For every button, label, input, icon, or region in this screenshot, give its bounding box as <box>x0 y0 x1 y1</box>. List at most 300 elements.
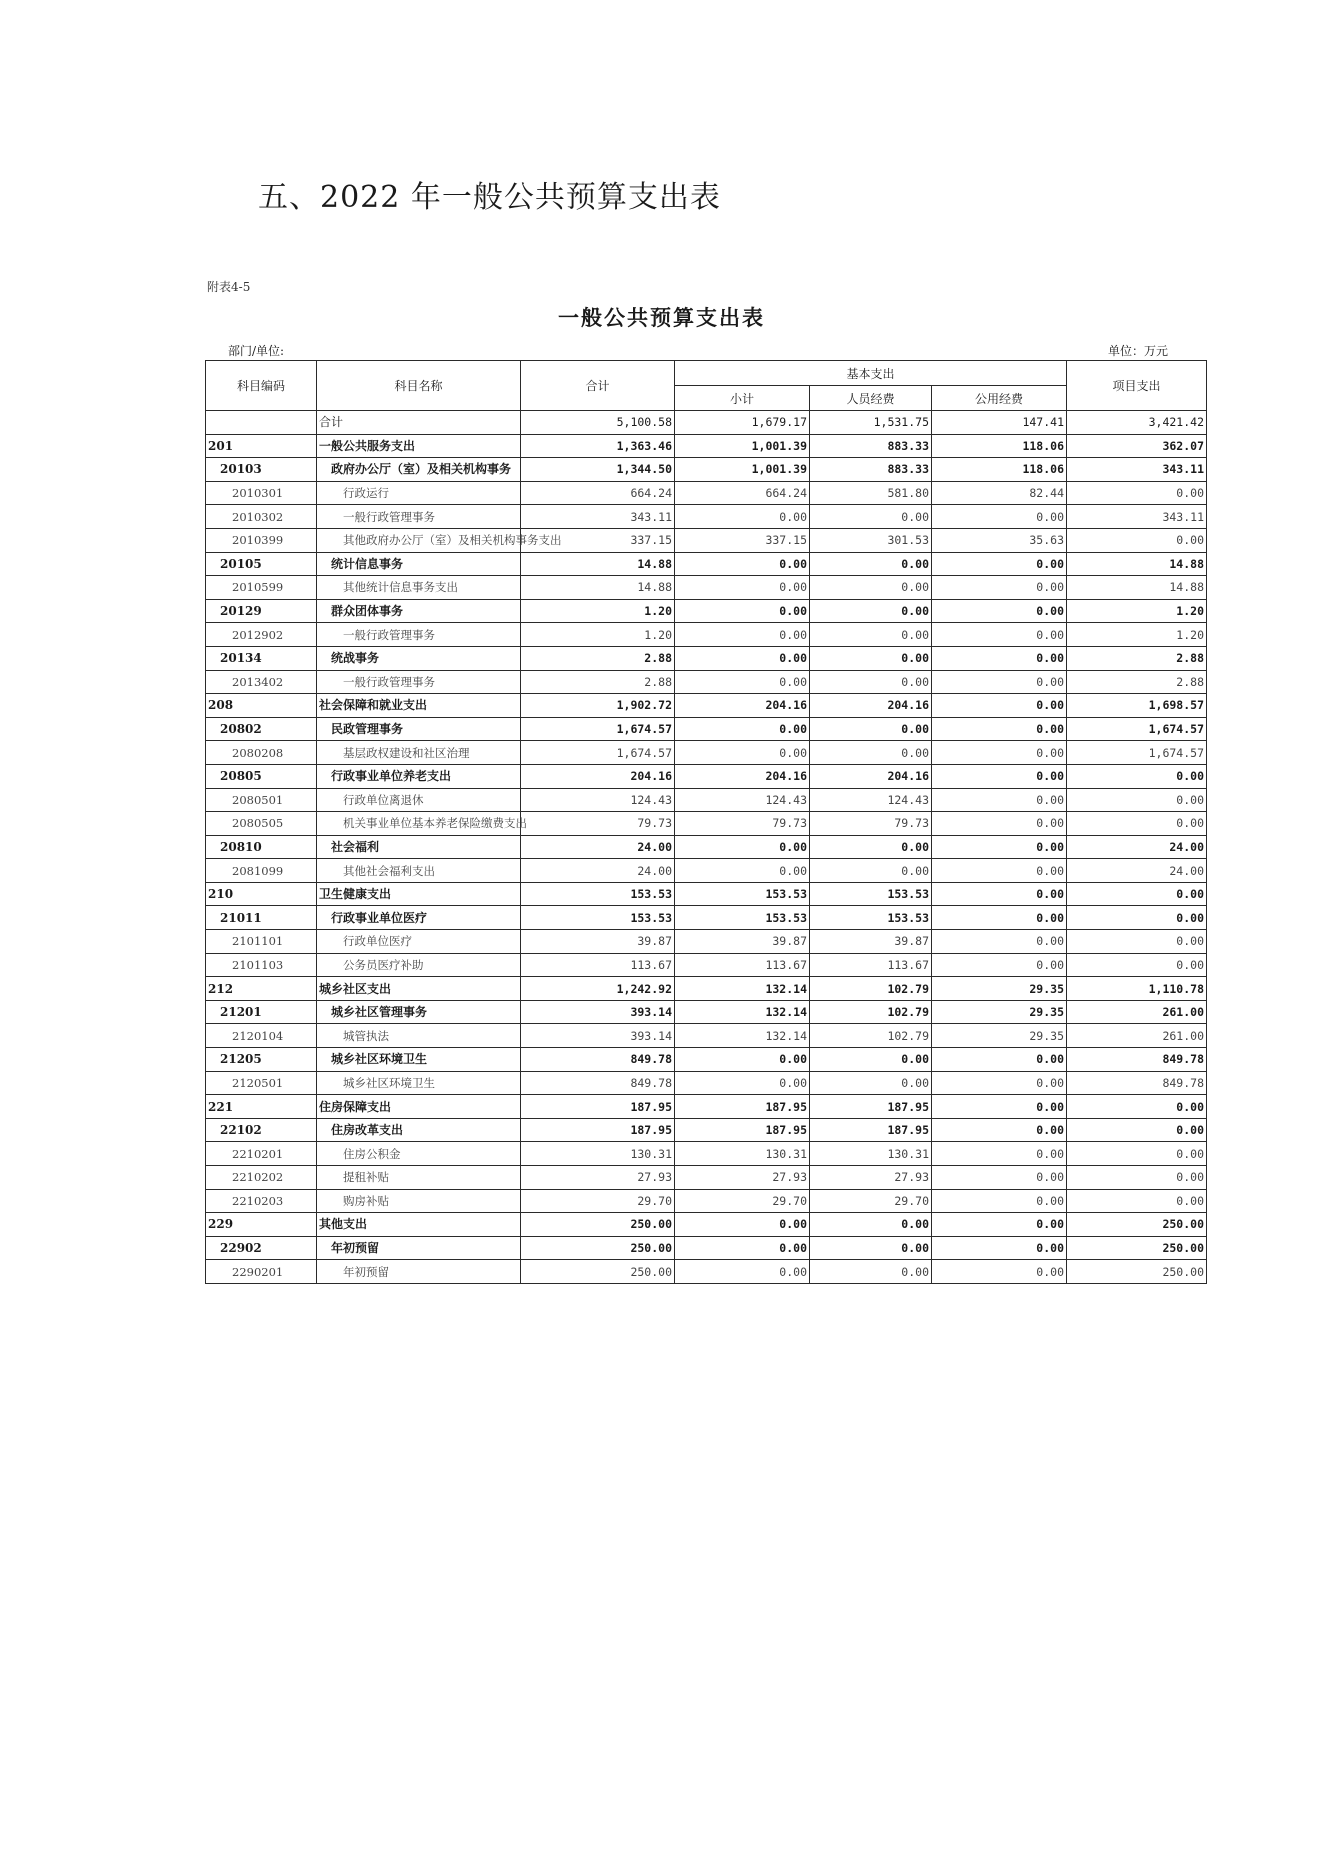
cell-name: 行政运行 <box>317 481 521 505</box>
cell-subtotal: 39.87 <box>675 930 810 954</box>
cell-personnel: 581.80 <box>810 481 932 505</box>
table-row <box>206 1000 1207 1024</box>
table-header <box>206 361 1207 411</box>
cell-code <box>206 411 317 435</box>
table-row <box>206 434 1207 458</box>
cell-public: 118.06 <box>932 458 1067 482</box>
cell-code: 229 <box>206 1213 317 1237</box>
cell-subtotal: 1,679.17 <box>675 411 810 435</box>
cell-project: 0.00 <box>1067 812 1207 836</box>
cell-project: 0.00 <box>1067 481 1207 505</box>
cell-public: 0.00 <box>932 1236 1067 1260</box>
cell-public: 0.00 <box>932 882 1067 906</box>
cell-public: 0.00 <box>932 1213 1067 1237</box>
cell-total: 2.88 <box>521 670 675 694</box>
cell-personnel: 153.53 <box>810 882 932 906</box>
cell-code: 22102 <box>206 1118 317 1142</box>
cell-name: 年初预留 <box>317 1236 521 1260</box>
cell-public: 0.00 <box>932 1189 1067 1213</box>
dept-label: 部门/单位: <box>228 344 285 358</box>
cell-code: 20129 <box>206 599 317 623</box>
cell-subtotal: 79.73 <box>675 812 810 836</box>
col-header-personnel: 人员经费 <box>810 386 932 411</box>
cell-subtotal: 664.24 <box>675 481 810 505</box>
table-row <box>206 1166 1207 1190</box>
cell-personnel: 0.00 <box>810 670 932 694</box>
cell-total: 2.88 <box>521 646 675 670</box>
cell-total: 343.11 <box>521 505 675 529</box>
table-row <box>206 1213 1207 1237</box>
cell-total: 29.70 <box>521 1189 675 1213</box>
cell-name: 行政事业单位医疗 <box>317 906 521 930</box>
cell-personnel: 0.00 <box>810 576 932 600</box>
cell-name: 民政管理事务 <box>317 717 521 741</box>
table-row <box>206 717 1207 741</box>
cell-code: 2101103 <box>206 953 317 977</box>
col-header-name: 科目名称 <box>317 361 521 411</box>
cell-code: 2080501 <box>206 788 317 812</box>
cell-name: 其他政府办公厅（室）及相关机构事务支出 <box>317 528 521 552</box>
cell-name: 行政单位医疗 <box>317 930 521 954</box>
cell-name: 机关事业单位基本养老保险缴费支出 <box>317 812 521 836</box>
cell-public: 0.00 <box>932 1166 1067 1190</box>
cell-code: 2013402 <box>206 670 317 694</box>
unit-label: 单位：万元 <box>1108 344 1169 358</box>
cell-subtotal: 27.93 <box>675 1166 810 1190</box>
table-row <box>206 505 1207 529</box>
cell-subtotal: 0.00 <box>675 1213 810 1237</box>
cell-subtotal: 153.53 <box>675 906 810 930</box>
cell-personnel: 0.00 <box>810 1071 932 1095</box>
table-row <box>206 458 1207 482</box>
cell-name: 统计信息事务 <box>317 552 521 576</box>
table-row <box>206 1236 1207 1260</box>
cell-project: 0.00 <box>1067 930 1207 954</box>
cell-project: 1,110.78 <box>1067 977 1207 1001</box>
cell-public: 0.00 <box>932 953 1067 977</box>
cell-total: 849.78 <box>521 1048 675 1072</box>
cell-project: 0.00 <box>1067 1142 1207 1166</box>
cell-public: 0.00 <box>932 1095 1067 1119</box>
cell-code: 20134 <box>206 646 317 670</box>
cell-code: 2010302 <box>206 505 317 529</box>
cell-personnel: 1,531.75 <box>810 411 932 435</box>
cell-public: 118.06 <box>932 434 1067 458</box>
cell-public: 0.00 <box>932 1260 1067 1284</box>
appendix-note: 附表4-5 <box>207 280 251 294</box>
cell-total: 664.24 <box>521 481 675 505</box>
cell-name: 一般行政管理事务 <box>317 670 521 694</box>
table-row <box>206 882 1207 906</box>
cell-personnel: 0.00 <box>810 1236 932 1260</box>
cell-personnel: 130.31 <box>810 1142 932 1166</box>
cell-subtotal: 0.00 <box>675 576 810 600</box>
cell-code: 2210202 <box>206 1166 317 1190</box>
cell-total: 14.88 <box>521 576 675 600</box>
cell-total: 5,100.58 <box>521 411 675 435</box>
cell-code: 2210203 <box>206 1189 317 1213</box>
cell-subtotal: 0.00 <box>675 623 810 647</box>
cell-subtotal: 0.00 <box>675 646 810 670</box>
cell-project: 0.00 <box>1067 906 1207 930</box>
cell-personnel: 0.00 <box>810 835 932 859</box>
cell-public: 0.00 <box>932 694 1067 718</box>
cell-name: 统战事务 <box>317 646 521 670</box>
cell-code: 22902 <box>206 1236 317 1260</box>
table-row <box>206 953 1207 977</box>
cell-code: 21205 <box>206 1048 317 1072</box>
cell-public: 29.35 <box>932 977 1067 1001</box>
cell-subtotal: 0.00 <box>675 599 810 623</box>
cell-total: 153.53 <box>521 882 675 906</box>
cell-public: 0.00 <box>932 741 1067 765</box>
cell-personnel: 39.87 <box>810 930 932 954</box>
cell-name: 基层政权建设和社区治理 <box>317 741 521 765</box>
cell-personnel: 0.00 <box>810 599 932 623</box>
col-header-subtotal: 小计 <box>675 386 810 411</box>
cell-total: 153.53 <box>521 906 675 930</box>
cell-total: 187.95 <box>521 1118 675 1142</box>
table-row <box>206 694 1207 718</box>
cell-total: 250.00 <box>521 1236 675 1260</box>
cell-public: 0.00 <box>932 812 1067 836</box>
cell-name: 一般行政管理事务 <box>317 505 521 529</box>
cell-subtotal: 1,001.39 <box>675 434 810 458</box>
table-row <box>206 812 1207 836</box>
cell-public: 0.00 <box>932 505 1067 529</box>
cell-total: 79.73 <box>521 812 675 836</box>
cell-name: 群众团体事务 <box>317 599 521 623</box>
cell-personnel: 102.79 <box>810 1000 932 1024</box>
cell-project: 0.00 <box>1067 528 1207 552</box>
col-header-project: 项目支出 <box>1067 361 1207 411</box>
cell-name: 其他社会福利支出 <box>317 859 521 883</box>
table-row <box>206 764 1207 788</box>
cell-code: 2080505 <box>206 812 317 836</box>
table-row <box>206 576 1207 600</box>
cell-personnel: 187.95 <box>810 1118 932 1142</box>
col-header-code: 科目编码 <box>206 361 317 411</box>
table-row <box>206 977 1207 1001</box>
cell-project: 0.00 <box>1067 788 1207 812</box>
cell-project: 261.00 <box>1067 1024 1207 1048</box>
cell-total: 1,242.92 <box>521 977 675 1001</box>
cell-public: 0.00 <box>932 576 1067 600</box>
cell-public: 0.00 <box>932 788 1067 812</box>
cell-code: 20805 <box>206 764 317 788</box>
table-title: 一般公共预算支出表 <box>558 305 765 330</box>
cell-personnel: 102.79 <box>810 1024 932 1048</box>
cell-project: 24.00 <box>1067 835 1207 859</box>
cell-total: 1,344.50 <box>521 458 675 482</box>
cell-subtotal: 0.00 <box>675 835 810 859</box>
cell-total: 337.15 <box>521 528 675 552</box>
cell-total: 24.00 <box>521 835 675 859</box>
cell-project: 1.20 <box>1067 599 1207 623</box>
cell-project: 14.88 <box>1067 552 1207 576</box>
cell-project: 0.00 <box>1067 882 1207 906</box>
cell-code: 208 <box>206 694 317 718</box>
cell-public: 0.00 <box>932 552 1067 576</box>
cell-personnel: 0.00 <box>810 505 932 529</box>
cell-project: 849.78 <box>1067 1048 1207 1072</box>
cell-code: 2290201 <box>206 1260 317 1284</box>
cell-total: 250.00 <box>521 1213 675 1237</box>
cell-name: 一般行政管理事务 <box>317 623 521 647</box>
cell-project: 2.88 <box>1067 670 1207 694</box>
table-row <box>206 835 1207 859</box>
cell-public: 0.00 <box>932 930 1067 954</box>
cell-name: 一般公共服务支出 <box>317 434 521 458</box>
cell-code: 2120104 <box>206 1024 317 1048</box>
cell-code: 20103 <box>206 458 317 482</box>
cell-public: 0.00 <box>932 1118 1067 1142</box>
cell-public: 0.00 <box>932 835 1067 859</box>
cell-name: 行政单位离退休 <box>317 788 521 812</box>
cell-code: 2120501 <box>206 1071 317 1095</box>
cell-code: 2010399 <box>206 528 317 552</box>
cell-public: 0.00 <box>932 599 1067 623</box>
cell-project: 250.00 <box>1067 1236 1207 1260</box>
cell-public: 0.00 <box>932 670 1067 694</box>
cell-personnel: 124.43 <box>810 788 932 812</box>
cell-total: 204.16 <box>521 764 675 788</box>
col-header-public: 公用经费 <box>932 386 1067 411</box>
cell-personnel: 883.33 <box>810 458 932 482</box>
cell-personnel: 883.33 <box>810 434 932 458</box>
cell-public: 0.00 <box>932 906 1067 930</box>
cell-subtotal: 153.53 <box>675 882 810 906</box>
cell-public: 29.35 <box>932 1024 1067 1048</box>
table-row <box>206 788 1207 812</box>
cell-project: 3,421.42 <box>1067 411 1207 435</box>
cell-personnel: 0.00 <box>810 717 932 741</box>
cell-personnel: 0.00 <box>810 646 932 670</box>
cell-name: 行政事业单位养老支出 <box>317 764 521 788</box>
cell-name: 其他支出 <box>317 1213 521 1237</box>
cell-project: 261.00 <box>1067 1000 1207 1024</box>
cell-name: 购房补贴 <box>317 1189 521 1213</box>
table-row <box>206 1189 1207 1213</box>
cell-project: 849.78 <box>1067 1071 1207 1095</box>
table-row <box>206 411 1207 435</box>
table-row <box>206 646 1207 670</box>
cell-project: 14.88 <box>1067 576 1207 600</box>
cell-code: 2012902 <box>206 623 317 647</box>
table-row <box>206 1071 1207 1095</box>
cell-subtotal: 29.70 <box>675 1189 810 1213</box>
cell-total: 849.78 <box>521 1071 675 1095</box>
cell-subtotal: 0.00 <box>675 1048 810 1072</box>
cell-total: 1.20 <box>521 599 675 623</box>
cell-public: 0.00 <box>932 1142 1067 1166</box>
cell-name: 其他统计信息事务支出 <box>317 576 521 600</box>
cell-personnel: 153.53 <box>810 906 932 930</box>
cell-personnel: 187.95 <box>810 1095 932 1119</box>
cell-code: 212 <box>206 977 317 1001</box>
table-row <box>206 599 1207 623</box>
cell-total: 27.93 <box>521 1166 675 1190</box>
table-row <box>206 670 1207 694</box>
cell-subtotal: 0.00 <box>675 1071 810 1095</box>
cell-name: 城乡社区支出 <box>317 977 521 1001</box>
cell-name: 住房公积金 <box>317 1142 521 1166</box>
cell-project: 343.11 <box>1067 505 1207 529</box>
cell-personnel: 0.00 <box>810 623 932 647</box>
col-header-basic: 基本支出 <box>675 361 1067 386</box>
cell-project: 362.07 <box>1067 434 1207 458</box>
cell-code: 2080208 <box>206 741 317 765</box>
cell-name: 合计 <box>317 411 521 435</box>
cell-subtotal: 124.43 <box>675 788 810 812</box>
cell-code: 20105 <box>206 552 317 576</box>
cell-project: 0.00 <box>1067 1095 1207 1119</box>
table-row <box>206 930 1207 954</box>
col-header-total: 合计 <box>521 361 675 411</box>
cell-name: 政府办公厅（室）及相关机构事务 <box>317 458 521 482</box>
cell-project: 250.00 <box>1067 1260 1207 1284</box>
cell-public: 0.00 <box>932 623 1067 647</box>
cell-project: 1,674.57 <box>1067 741 1207 765</box>
cell-code: 20810 <box>206 835 317 859</box>
cell-public: 0.00 <box>932 859 1067 883</box>
cell-subtotal: 187.95 <box>675 1095 810 1119</box>
cell-code: 20802 <box>206 717 317 741</box>
cell-subtotal: 0.00 <box>675 741 810 765</box>
cell-code: 2210201 <box>206 1142 317 1166</box>
cell-total: 39.87 <box>521 930 675 954</box>
cell-subtotal: 113.67 <box>675 953 810 977</box>
cell-code: 210 <box>206 882 317 906</box>
table-row <box>206 906 1207 930</box>
cell-subtotal: 204.16 <box>675 764 810 788</box>
cell-project: 1.20 <box>1067 623 1207 647</box>
cell-personnel: 0.00 <box>810 859 932 883</box>
cell-name: 提租补贴 <box>317 1166 521 1190</box>
cell-subtotal: 0.00 <box>675 859 810 883</box>
cell-project: 343.11 <box>1067 458 1207 482</box>
cell-code: 21011 <box>206 906 317 930</box>
cell-subtotal: 0.00 <box>675 505 810 529</box>
cell-personnel: 0.00 <box>810 1213 932 1237</box>
cell-public: 0.00 <box>932 646 1067 670</box>
cell-project: 24.00 <box>1067 859 1207 883</box>
cell-project: 2.88 <box>1067 646 1207 670</box>
cell-project: 0.00 <box>1067 1166 1207 1190</box>
table-row <box>206 859 1207 883</box>
cell-public: 0.00 <box>932 717 1067 741</box>
cell-project: 1,674.57 <box>1067 717 1207 741</box>
cell-total: 24.00 <box>521 859 675 883</box>
cell-subtotal: 0.00 <box>675 1260 810 1284</box>
cell-project: 0.00 <box>1067 1189 1207 1213</box>
cell-personnel: 102.79 <box>810 977 932 1001</box>
cell-personnel: 0.00 <box>810 552 932 576</box>
cell-total: 14.88 <box>521 552 675 576</box>
cell-name: 城管执法 <box>317 1024 521 1048</box>
cell-subtotal: 204.16 <box>675 694 810 718</box>
cell-project: 250.00 <box>1067 1213 1207 1237</box>
cell-subtotal: 130.31 <box>675 1142 810 1166</box>
cell-project: 0.00 <box>1067 953 1207 977</box>
table-row <box>206 623 1207 647</box>
cell-total: 113.67 <box>521 953 675 977</box>
cell-code: 2081099 <box>206 859 317 883</box>
table-row <box>206 528 1207 552</box>
cell-public: 147.41 <box>932 411 1067 435</box>
cell-subtotal: 337.15 <box>675 528 810 552</box>
cell-total: 1.20 <box>521 623 675 647</box>
table-row <box>206 1118 1207 1142</box>
cell-personnel: 204.16 <box>810 694 932 718</box>
cell-name: 卫生健康支出 <box>317 882 521 906</box>
cell-code: 21201 <box>206 1000 317 1024</box>
cell-total: 1,674.57 <box>521 717 675 741</box>
table-row <box>206 1260 1207 1284</box>
cell-code: 201 <box>206 434 317 458</box>
cell-name: 公务员医疗补助 <box>317 953 521 977</box>
cell-total: 130.31 <box>521 1142 675 1166</box>
cell-name: 社会福利 <box>317 835 521 859</box>
cell-code: 2010301 <box>206 481 317 505</box>
table-row <box>206 552 1207 576</box>
cell-project: 0.00 <box>1067 764 1207 788</box>
cell-personnel: 79.73 <box>810 812 932 836</box>
cell-code: 2101101 <box>206 930 317 954</box>
cell-public: 35.63 <box>932 528 1067 552</box>
table-row <box>206 481 1207 505</box>
cell-name: 城乡社区环境卫生 <box>317 1071 521 1095</box>
table-row <box>206 1024 1207 1048</box>
cell-personnel: 0.00 <box>810 1048 932 1072</box>
table-body <box>206 411 1207 1284</box>
table-row <box>206 741 1207 765</box>
cell-name: 住房改革支出 <box>317 1118 521 1142</box>
cell-personnel: 0.00 <box>810 1260 932 1284</box>
cell-total: 187.95 <box>521 1095 675 1119</box>
cell-personnel: 0.00 <box>810 741 932 765</box>
cell-name: 社会保障和就业支出 <box>317 694 521 718</box>
cell-subtotal: 0.00 <box>675 1236 810 1260</box>
cell-total: 250.00 <box>521 1260 675 1284</box>
cell-name: 城乡社区管理事务 <box>317 1000 521 1024</box>
cell-subtotal: 132.14 <box>675 1000 810 1024</box>
cell-subtotal: 187.95 <box>675 1118 810 1142</box>
table-row <box>206 1142 1207 1166</box>
cell-public: 29.35 <box>932 1000 1067 1024</box>
cell-personnel: 204.16 <box>810 764 932 788</box>
cell-subtotal: 132.14 <box>675 977 810 1001</box>
cell-subtotal: 0.00 <box>675 670 810 694</box>
cell-name: 年初预留 <box>317 1260 521 1284</box>
cell-subtotal: 1,001.39 <box>675 458 810 482</box>
cell-subtotal: 0.00 <box>675 717 810 741</box>
cell-project: 1,698.57 <box>1067 694 1207 718</box>
cell-subtotal: 132.14 <box>675 1024 810 1048</box>
cell-total: 393.14 <box>521 1000 675 1024</box>
page-heading: 五、2022 年一般公共预算支出表 <box>258 180 721 215</box>
cell-public: 0.00 <box>932 1071 1067 1095</box>
cell-subtotal: 0.00 <box>675 552 810 576</box>
cell-code: 2010599 <box>206 576 317 600</box>
cell-public: 0.00 <box>932 1048 1067 1072</box>
cell-project: 0.00 <box>1067 1118 1207 1142</box>
cell-personnel: 113.67 <box>810 953 932 977</box>
cell-code: 221 <box>206 1095 317 1119</box>
cell-name: 住房保障支出 <box>317 1095 521 1119</box>
table-row <box>206 1095 1207 1119</box>
cell-total: 1,902.72 <box>521 694 675 718</box>
